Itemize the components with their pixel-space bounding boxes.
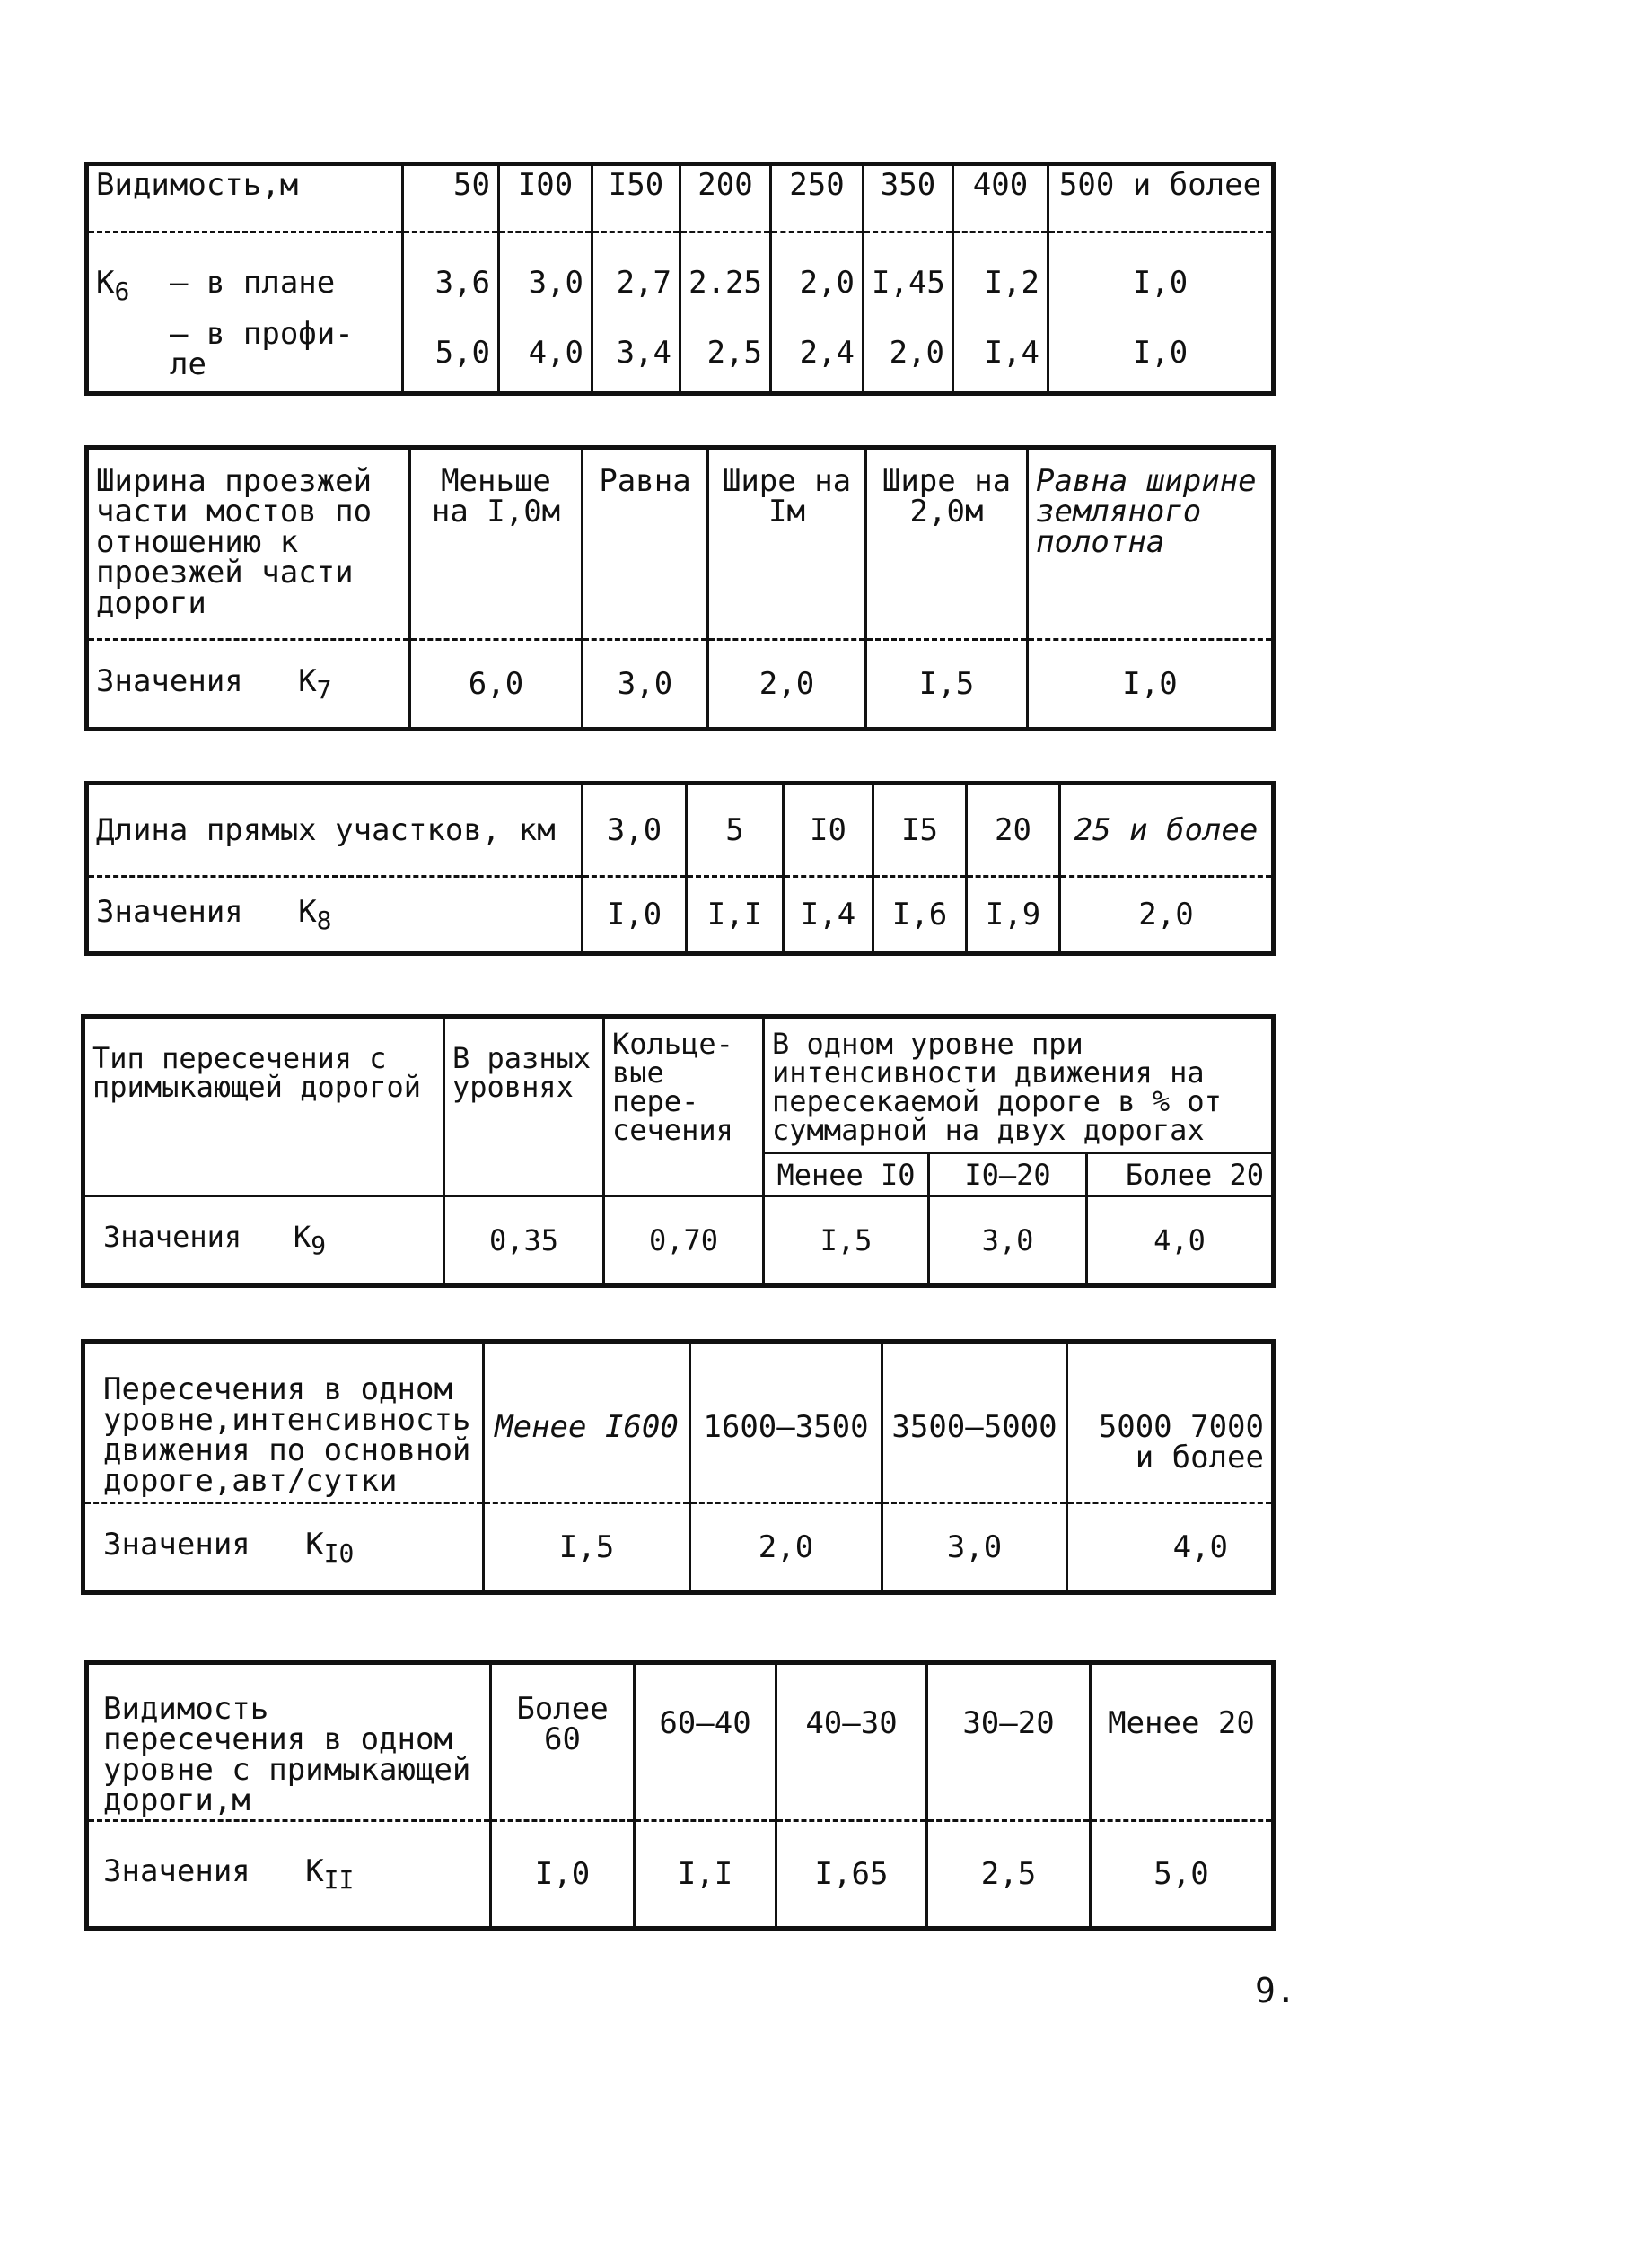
k10-value-2: 3,0 [882,1503,1067,1593]
table-k10 [81,1339,1276,1595]
k11-values-label: Значения $K_{II}$ [87,1821,491,1929]
k11-value-0: I,0 [491,1821,635,1929]
k6-values-col-0: 3,6 5,0 [403,232,499,394]
k7-header-3: Шире на 2,0м [866,448,1028,640]
k7-header-0: Меньше на I,0м [410,448,583,640]
k11-header-2: 40–30 [776,1663,927,1821]
k8-value-1: I,I [687,877,784,954]
k6-header-0: 50 [403,164,499,232]
k9-header-roundabout: Кольце-вые пере-сечения [604,1017,764,1196]
k8-header-1: 5 [687,784,784,877]
k8-value-4: I,9 [967,877,1060,954]
k11-value-1: I,I [635,1821,776,1929]
k9-value-1: 0,70 [604,1196,764,1286]
k6-values-col-3: 2.25 2,5 [680,232,771,394]
k8-value-3: I,6 [873,877,967,954]
k9-value-2: I,5 [764,1196,929,1286]
k6-row1-label: – в плане [170,265,336,301]
k10-values-label: Значения $K_{I0}$ [83,1503,484,1593]
k6-values-col-4: 2,0 2,4 [771,232,864,394]
k9-header-multi-level: В разных уровнях [444,1017,604,1196]
table-k8 [84,781,1276,956]
k8-value-5: 2,0 [1060,877,1274,954]
k8-label: Длина прямых участков, км [87,784,583,877]
k6-row-labels [87,232,403,394]
k11-value-4: 5,0 [1091,1821,1274,1929]
k6-header-2: I50 [592,164,680,232]
k10-header-2: 3500–5000 [882,1342,1067,1503]
k11-label: Видимость пересечения в одном уровне с примыкающей дороги,м [87,1663,491,1821]
k9-subheader-2: Более 20 [1087,1153,1274,1196]
k9-value-0: 0,35 [444,1196,604,1286]
page-number: 9. [1255,1971,1296,2010]
k8-header-4: 20 [967,784,1060,877]
k10-value-0: I,5 [484,1503,690,1593]
k7-value-3: I,5 [866,640,1028,730]
table-k11 [84,1660,1276,1931]
k9-value-3: 3,0 [929,1196,1087,1286]
k10-header-1: 1600–3500 [690,1342,882,1503]
k8-header-0: 3,0 [583,784,687,877]
k6-values-col-2: 2,7 3,4 [592,232,680,394]
k7-value-0: 6,0 [410,640,583,730]
k7-value-2: 2,0 [708,640,866,730]
k10-value-1: 2,0 [690,1503,882,1593]
k6-header-7: 500 и более [1048,164,1274,232]
k6-header-6: 400 [953,164,1048,232]
k11-header-0: Более 60 [491,1663,635,1821]
table-k6 [84,162,1276,396]
k11-value-2: I,65 [776,1821,927,1929]
k9-values-label: Значения $K_9$ [83,1196,444,1286]
k9-subheader-1: I0–20 [929,1153,1087,1196]
k10-value-3: 4,0 [1067,1503,1274,1593]
k7-value-4: I,0 [1028,640,1274,730]
k7-values-label: Значения $K_7$ [87,640,410,730]
k11-value-3: 2,5 [927,1821,1091,1929]
k8-value-2: I,4 [784,877,873,954]
k6-header-5: 350 [864,164,953,232]
k8-header-2: I0 [784,784,873,877]
k9-label: Тип пересечения с примыкающей дорогой [83,1017,444,1196]
k11-header-4: Менее 20 [1091,1663,1274,1821]
k9-value-4: 4,0 [1087,1196,1274,1286]
k7-value-1: 3,0 [583,640,708,730]
k10-header-3: 5000 7000 и более [1067,1342,1274,1503]
k11-header-1: 60–40 [635,1663,776,1821]
k10-header-0: Менее I600 [484,1342,690,1503]
k9-subheader-0: Менее I0 [764,1153,929,1196]
k8-value-0: I,0 [583,877,687,954]
k8-header-5: 25 и более [1060,784,1274,877]
k6-values-col-1: 3,0 4,0 [499,232,592,394]
k10-label: Пересечения в одном уровне,интенсивность движения по основной дороге,авт/сутки [83,1342,484,1503]
k6-header-3: 200 [680,164,771,232]
k7-label: Ширина проезжей части мостов по отношению к проезжей части дороги [87,448,410,640]
table-k7 [84,445,1276,731]
k7-header-1: Равна [583,448,708,640]
k7-header-2: Шире на Iм [708,448,866,640]
k9-header-same-level: В одном уровне при интенсивности движения на пересекаемой дороге в % от суммарной на двух дорогах [764,1017,1274,1153]
k6-row2-label: – в профи- ле [170,316,354,382]
k8-header-3: I5 [873,784,967,877]
k6-label: Видимость,м [87,164,403,232]
k6-symbol: $K_6$ [96,265,130,306]
k6-values-col-7: I,0 I,0 [1048,232,1274,394]
k8-values-label: Значения $K_8$ [87,877,583,954]
k11-header-3: 30–20 [927,1663,1091,1821]
k6-values-col-6: I,2 I,4 [953,232,1048,394]
k6-values-col-5: I,45 2,0 [864,232,953,394]
k7-header-4: Равна ширине земляного полотна [1028,448,1274,640]
table-k9 [81,1014,1276,1288]
k6-header-1: I00 [499,164,592,232]
k6-header-4: 250 [771,164,864,232]
